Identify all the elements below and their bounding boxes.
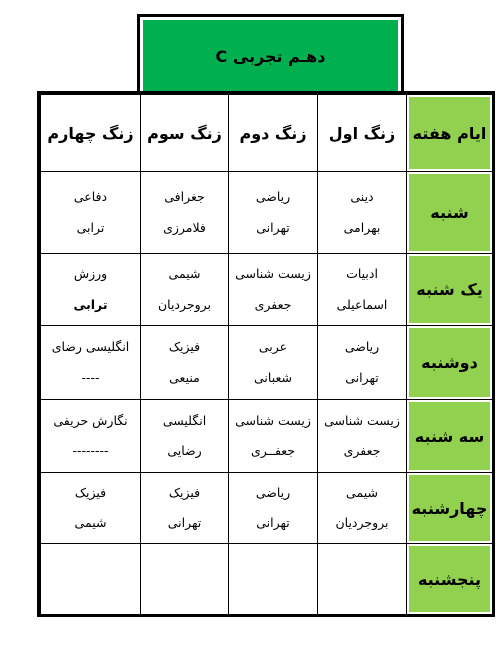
class-cell bbox=[141, 326, 229, 400]
teacher: منیعی bbox=[169, 369, 200, 385]
day-label: یک شنبه bbox=[407, 254, 493, 326]
teacher: شیمی bbox=[74, 515, 107, 530]
class-cell bbox=[141, 254, 229, 326]
teacher: جعفری bbox=[343, 443, 381, 458]
teacher: اسماعیلی bbox=[336, 296, 388, 312]
class-cell bbox=[318, 400, 407, 473]
subject: ریاضی bbox=[344, 339, 380, 354]
class-cell bbox=[229, 254, 318, 326]
teacher: تهرانی bbox=[345, 369, 379, 385]
subject: نگارش حریفی bbox=[53, 412, 128, 428]
teacher: بروجردیان bbox=[335, 515, 389, 530]
subject: فیزیک bbox=[168, 484, 201, 500]
teacher: ترابی bbox=[73, 296, 108, 312]
class-cell bbox=[318, 326, 407, 400]
subject: انگلیسی bbox=[162, 412, 207, 428]
subject: زیست شناسی bbox=[235, 412, 311, 428]
subject: دفاعی bbox=[73, 189, 108, 204]
subject: شیمی bbox=[168, 266, 201, 281]
teacher: بروجردیان bbox=[157, 296, 212, 312]
subject: زیست شناسی bbox=[235, 266, 311, 281]
class-cell bbox=[41, 326, 141, 400]
day-label: پنجشنبه bbox=[407, 544, 493, 615]
class-cell bbox=[229, 473, 318, 544]
day-label: چهارشنبه bbox=[407, 473, 493, 544]
header-period-4: زنگ چهارم bbox=[41, 95, 141, 172]
class-cell bbox=[318, 254, 407, 326]
table-row bbox=[41, 473, 493, 544]
class-cell bbox=[41, 473, 141, 544]
day-label: سه شنبه bbox=[407, 400, 493, 473]
class-cell-empty bbox=[229, 544, 318, 615]
class-cell bbox=[141, 172, 229, 254]
table-row bbox=[41, 544, 493, 615]
header-period-1: زنگ اول bbox=[318, 95, 407, 172]
header-period-3: زنگ سوم bbox=[141, 95, 229, 172]
subject: زیست شناسی bbox=[324, 412, 400, 428]
subject: جغرافی bbox=[164, 189, 205, 204]
teacher: ترابی bbox=[76, 219, 105, 235]
subject: فیزیک bbox=[168, 339, 201, 354]
subject: انگلیسی رضای bbox=[51, 339, 130, 354]
timetable bbox=[37, 91, 495, 617]
class-cell bbox=[318, 172, 407, 254]
class-cell bbox=[41, 254, 141, 326]
page-title: دهـم تجربی C bbox=[143, 20, 398, 93]
table-row bbox=[41, 400, 493, 473]
class-cell bbox=[141, 473, 229, 544]
teacher: تهرانی bbox=[167, 515, 202, 530]
subject: ورزش bbox=[73, 266, 108, 281]
teacher: جعفــری bbox=[250, 443, 296, 458]
teacher: بهرامی bbox=[343, 219, 381, 235]
table-row bbox=[41, 326, 493, 400]
subject: ادبیات bbox=[346, 266, 378, 281]
teacher: ---- bbox=[81, 369, 100, 385]
teacher: رضایی bbox=[167, 443, 202, 458]
day-label: شنبه bbox=[407, 172, 493, 254]
class-cell bbox=[229, 172, 318, 254]
teacher: تهرانی bbox=[256, 515, 290, 530]
timetable-table bbox=[40, 94, 493, 615]
class-cell bbox=[318, 473, 407, 544]
class-cell-empty bbox=[141, 544, 229, 615]
class-cell bbox=[41, 172, 141, 254]
subject: ریاضی bbox=[255, 484, 291, 500]
table-row bbox=[41, 172, 493, 254]
subject: فیزیک bbox=[74, 484, 107, 500]
header-row bbox=[41, 95, 493, 172]
teacher: فلامرزی bbox=[163, 219, 206, 235]
class-cell bbox=[229, 326, 318, 400]
teacher: -------- bbox=[72, 443, 109, 458]
class-cell bbox=[141, 400, 229, 473]
subject: شیمی bbox=[346, 484, 378, 500]
subject: عربی bbox=[258, 339, 288, 354]
class-cell bbox=[41, 400, 141, 473]
class-cell-empty bbox=[41, 544, 141, 615]
subject: دینی bbox=[350, 189, 374, 204]
subject: ریاضی bbox=[255, 189, 291, 204]
header-days: ایام هفته bbox=[407, 95, 493, 172]
teacher: تهرانی bbox=[256, 219, 290, 235]
teacher: جعفری bbox=[254, 296, 292, 312]
teacher: شعبانی bbox=[254, 369, 292, 385]
title-box bbox=[137, 14, 404, 93]
day-label: دوشنبه bbox=[407, 326, 493, 400]
class-cell bbox=[229, 400, 318, 473]
table-row bbox=[41, 254, 493, 326]
header-period-2: زنگ دوم bbox=[229, 95, 318, 172]
class-cell-empty bbox=[318, 544, 407, 615]
